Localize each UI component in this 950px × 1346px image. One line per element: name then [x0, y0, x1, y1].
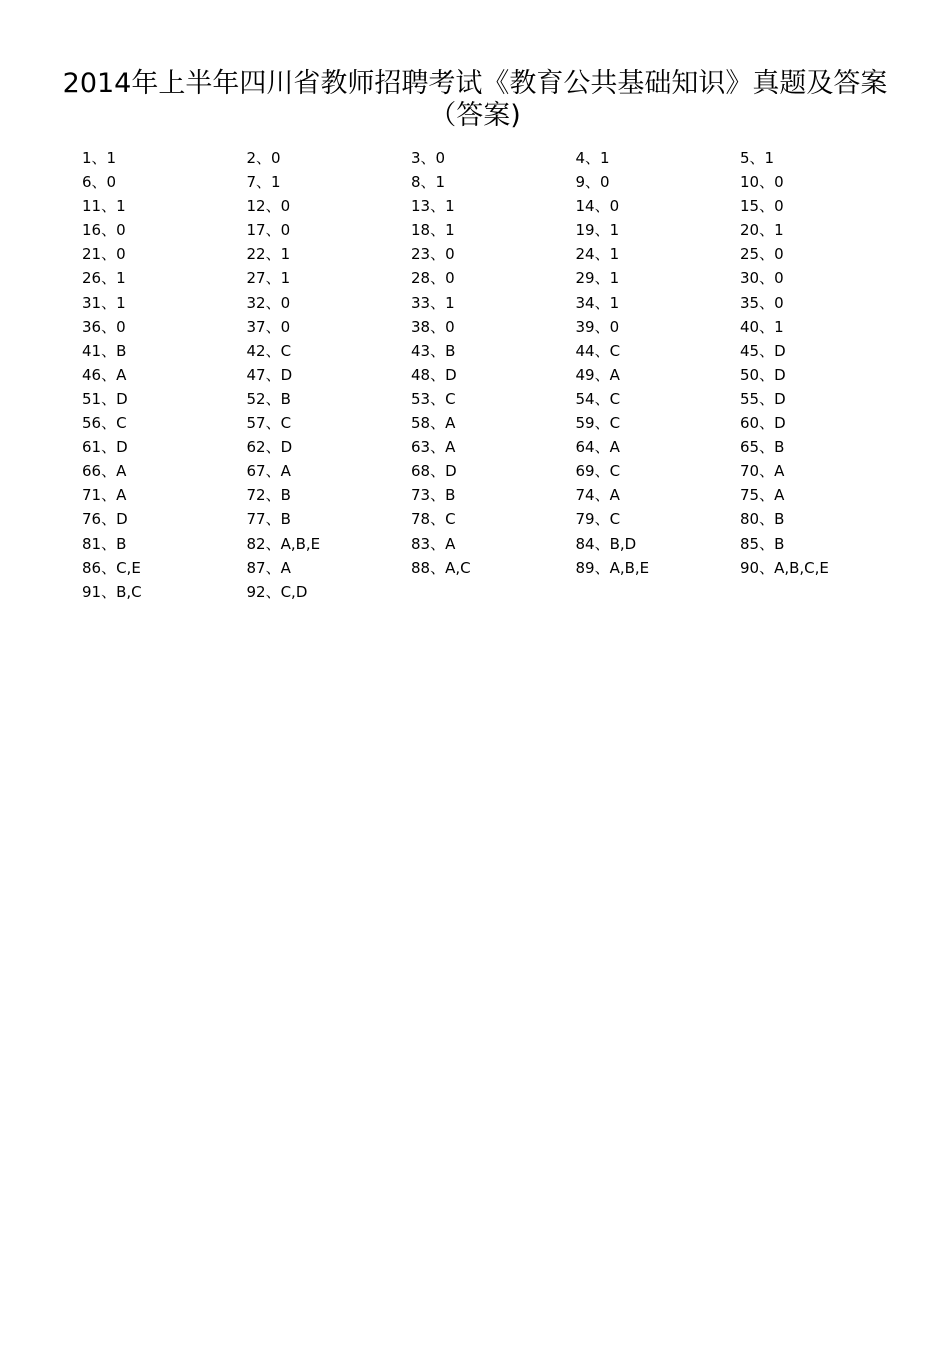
- answer-item: 63、A: [411, 438, 456, 457]
- answer-item: 14、0: [575, 197, 620, 216]
- answer-item: 56、C: [82, 414, 127, 433]
- answer-item: 4、1: [575, 149, 610, 167]
- answer-item: 52、B: [246, 389, 291, 408]
- answer-item: 6、0: [82, 173, 117, 192]
- answer-item: 23、0: [411, 245, 455, 264]
- answer-item: 81、B: [82, 534, 127, 553]
- answer-item: 9、0: [575, 173, 610, 192]
- answer-item: 31、1: [82, 293, 126, 312]
- answer-item: 1、1: [82, 149, 117, 167]
- answer-item: 18、1: [411, 221, 455, 240]
- answer-item: 59、C: [575, 414, 621, 433]
- answer-item: 60、D: [740, 414, 786, 433]
- answer-item: 78、C: [411, 510, 456, 529]
- answer-item: 83、A: [411, 534, 456, 553]
- answer-item: 64、A: [575, 438, 620, 457]
- answer-item: 21、0: [82, 245, 126, 264]
- answer-item: 42、C: [246, 341, 292, 360]
- answer-item: 41、B: [82, 341, 127, 360]
- answer-item: 75、A: [740, 486, 785, 505]
- answer-item: 44、C: [575, 341, 621, 360]
- answer-item: 86、C,E: [82, 558, 141, 577]
- answer-item: 76、D: [82, 510, 128, 529]
- answer-item: 55、D: [740, 389, 786, 408]
- answer-item: 36、0: [82, 317, 126, 336]
- answer-item: 12、0: [246, 197, 291, 216]
- answer-item: 30、0: [740, 269, 784, 288]
- answer-item: 47、D: [246, 365, 293, 384]
- answer-item: 50、D: [740, 365, 786, 384]
- answer-item: 46、A: [82, 365, 127, 384]
- answer-item: 43、B: [411, 341, 456, 360]
- answer-item: 49、A: [575, 365, 620, 384]
- answer-item: 10、0: [740, 173, 784, 192]
- answer-item: 62、D: [246, 438, 293, 457]
- answer-item: 45、D: [740, 341, 786, 360]
- answer-item: 71、A: [82, 486, 127, 505]
- answer-item: 74、A: [575, 486, 620, 505]
- answer-item: 48、D: [411, 365, 457, 384]
- answer-item: 8、1: [411, 173, 446, 192]
- answer-item: 16、0: [82, 221, 126, 240]
- document-title: 2014年上半年四川省教师招聘考试《教育公共基础知识》真题及答案（答案): [62, 68, 888, 131]
- answer-item: 11、1: [82, 197, 126, 216]
- answer-item: 87、A: [246, 558, 291, 577]
- answer-item: 65、B: [740, 438, 785, 457]
- answer-item: 70、A: [740, 462, 785, 481]
- answer-item: 58、A: [411, 414, 456, 433]
- answer-item: 82、A,B,E: [246, 534, 321, 553]
- answer-item: 17、0: [246, 221, 291, 240]
- answer-item: 84、B,D: [575, 534, 637, 553]
- answer-item: 26、1: [82, 269, 126, 288]
- answer-item: 24、1: [575, 245, 620, 264]
- answer-item: 15、0: [740, 197, 784, 216]
- answer-item: 85、B: [740, 534, 785, 553]
- answer-item: 29、1: [575, 269, 620, 288]
- answer-item: 34、1: [575, 293, 620, 312]
- answer-item: 27、1: [246, 269, 291, 288]
- answer-item: 38、0: [411, 317, 455, 336]
- answer-item: 20、1: [740, 221, 784, 240]
- answer-item: 69、C: [575, 462, 621, 481]
- answer-item: 35、0: [740, 293, 784, 312]
- answer-item: 57、C: [246, 414, 292, 433]
- answer-item: 13、1: [411, 197, 455, 216]
- answer-item: 25、0: [740, 245, 784, 264]
- answer-item: 22、1: [246, 245, 291, 264]
- answer-item: 53、C: [411, 389, 456, 408]
- answer-item: 79、C: [575, 510, 621, 529]
- answer-item: 40、1: [740, 317, 784, 336]
- answer-item: 88、A,C: [411, 558, 471, 577]
- answer-item: 33、1: [411, 293, 455, 312]
- answer-item: 90、A,B,C,E: [740, 558, 829, 577]
- answer-item: 3、0: [411, 149, 446, 167]
- answer-item: 80、B: [740, 510, 785, 529]
- answer-item: 2、0: [246, 149, 281, 167]
- answer-item: 19、1: [575, 221, 620, 240]
- answer-item: 66、A: [82, 462, 127, 481]
- answer-item: 73、B: [411, 486, 456, 505]
- answer-item: 67、A: [246, 462, 291, 481]
- answer-item: 72、B: [246, 486, 291, 505]
- answer-item: 77、B: [246, 510, 291, 529]
- answer-item: 39、0: [575, 317, 620, 336]
- answer-item: 61、D: [82, 438, 128, 457]
- answer-item: 7、1: [246, 173, 281, 192]
- answer-item: 91、B,C: [82, 582, 142, 601]
- answer-item: 68、D: [411, 462, 457, 481]
- answer-item: 32、0: [246, 293, 291, 312]
- answer-item: 89、A,B,E: [575, 558, 650, 577]
- answer-item: 5、1: [740, 149, 775, 167]
- answer-item: 37、0: [246, 317, 291, 336]
- answer-item: 92、C,D: [246, 582, 308, 601]
- answer-grid: [82, 146, 912, 604]
- answer-item: 51、D: [82, 389, 128, 408]
- answer-item: 28、0: [411, 269, 455, 288]
- answer-item: 54、C: [575, 389, 621, 408]
